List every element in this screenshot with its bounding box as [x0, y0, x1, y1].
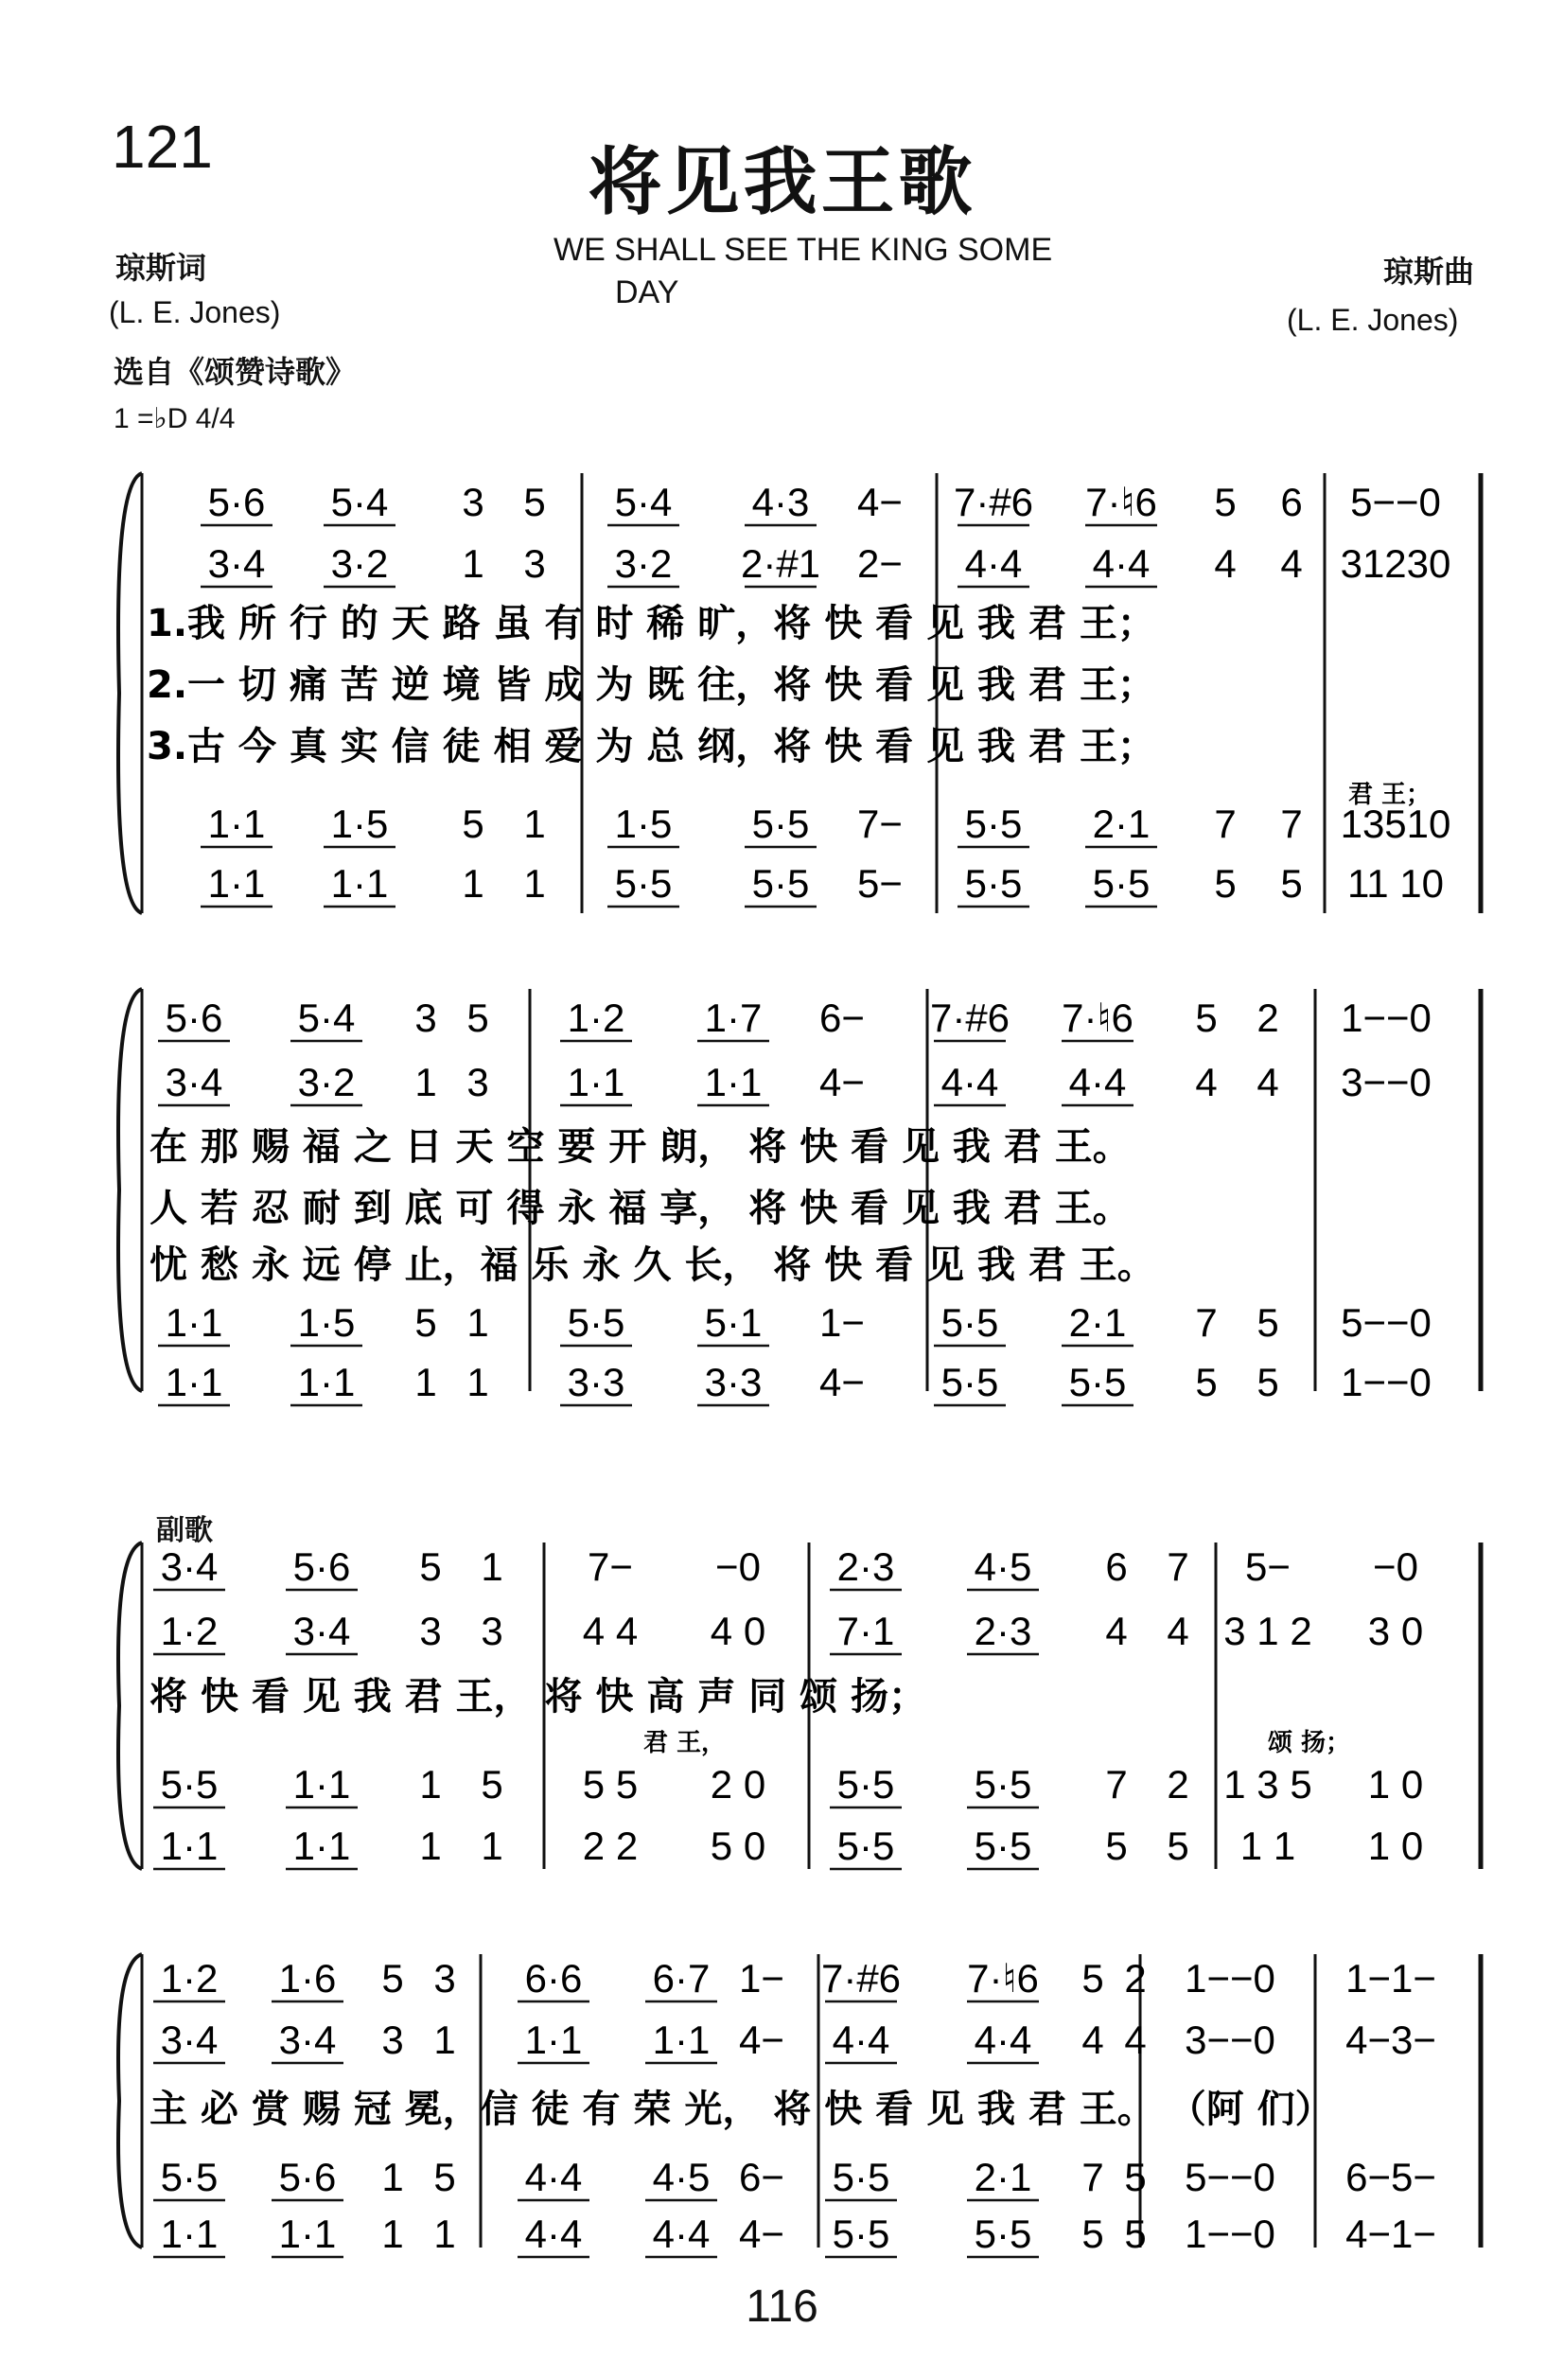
note-group: 3: [433, 1956, 456, 2001]
note-group: 3 1 2: [1223, 1609, 1312, 1653]
note-group: 3·2: [614, 541, 673, 586]
note-group: 2·1: [1092, 802, 1151, 846]
note-group: 4−: [857, 480, 903, 524]
note-group: 5: [1124, 2212, 1147, 2256]
note-group: 4−: [819, 1360, 865, 1404]
note-group: 2: [1124, 1956, 1147, 2001]
note-group: 4−1−: [1345, 2212, 1436, 2256]
note-group: 5·5: [974, 2212, 1032, 2256]
note-group: 1: [419, 1824, 442, 1868]
page-number: 116: [746, 2282, 818, 2332]
note-group: 7·#6: [929, 996, 1010, 1040]
lyric-line: 主 必 赏 赐 冠 冕，信 徒 有 荣 光， 将 快 看 见 我 君 王。 （阿 们）: [149, 2088, 1333, 2131]
note-group: 3 0: [1367, 1609, 1424, 1653]
note-group: 5·5: [1068, 1360, 1127, 1404]
note-group: 5−: [1245, 1544, 1291, 1589]
lyric-line: 2.一 切 痛 苦 逆 境 皆 成 为 既 往，将 快 看 见 我 君 王；: [147, 663, 1155, 707]
english-title-line1: WE SHALL SEE THE KING SOME: [554, 232, 1053, 268]
note-group: 5: [1214, 861, 1237, 906]
note-group: 5: [1256, 1300, 1279, 1345]
lyric-line: 人 若 忍 耐 到 底 可 得 永 福 享， 将 快 看 见 我 君 王。: [149, 1187, 1131, 1230]
note-group: 3: [481, 1609, 503, 1653]
note-group: 1·2: [567, 996, 625, 1040]
note-group: 1·1: [652, 2018, 711, 2062]
note-group: 7: [1167, 1544, 1189, 1589]
note-group: 6·7: [652, 1956, 711, 2001]
note-group: 2·#1: [740, 541, 821, 586]
note-group: 3·4: [160, 1544, 219, 1589]
note-group: 3: [523, 541, 546, 586]
note-group: 1·2: [160, 1956, 219, 2001]
note-group: 3: [462, 480, 484, 524]
note-group: 2: [1167, 1762, 1189, 1807]
note-group: 5·5: [974, 1762, 1032, 1807]
note-group: 11 10: [1347, 861, 1444, 906]
note-group: 3·4: [165, 1060, 223, 1104]
note-group: 5·5: [751, 861, 810, 906]
note-group: 1·1: [165, 1360, 223, 1404]
note-group: 5: [481, 1762, 503, 1807]
note-group: 1·6: [278, 1956, 337, 2001]
note-group: 1−−0: [1341, 1360, 1432, 1404]
note-group: 1·1: [207, 861, 266, 906]
note-group: 1·1: [292, 1824, 351, 1868]
note-group: 1: [466, 1300, 489, 1345]
note-group: −0: [1373, 1544, 1418, 1589]
note-group: 5·5: [974, 1824, 1032, 1868]
note-group: 7−: [588, 1544, 633, 1589]
note-group: 1·1: [297, 1360, 356, 1404]
note-group: 4−3−: [1345, 2018, 1436, 2062]
note-group: 4: [1167, 1609, 1189, 1653]
note-group: 1 1: [1239, 1824, 1296, 1868]
note-group: 1: [481, 1544, 503, 1589]
note-group: 2·3: [974, 1609, 1032, 1653]
note-group: 6−5−: [1345, 2155, 1436, 2199]
note-group: 5·5: [160, 2155, 219, 2199]
note-group: 13510: [1340, 802, 1451, 846]
note-group: 4·4: [974, 2018, 1032, 2062]
note-group: 5: [381, 1956, 404, 2001]
note-group: 7−: [857, 802, 903, 846]
note-group: 1: [419, 1762, 442, 1807]
note-group: 1·1: [160, 1824, 219, 1868]
system-brace: [118, 1954, 142, 2248]
note-group: 1·1: [278, 2212, 337, 2256]
note-group: 6: [1105, 1544, 1128, 1589]
note-group: 7: [1105, 1762, 1128, 1807]
note-group: 4·4: [964, 541, 1023, 586]
note-group: 1−: [739, 1956, 784, 2001]
note-group: 1−−0: [1185, 2212, 1275, 2256]
lyric-echo: 君 王，: [643, 1729, 727, 1757]
note-group: 5−−0: [1350, 480, 1441, 524]
note-group: 5·6: [292, 1544, 351, 1589]
note-group: 1: [523, 802, 546, 846]
note-group: 1·1: [567, 1060, 625, 1104]
note-group: 4−: [819, 1060, 865, 1104]
note-group: 5·5: [751, 802, 810, 846]
note-group: 5: [1195, 1360, 1218, 1404]
note-group: 4·4: [1068, 1060, 1127, 1104]
note-group: 4: [1280, 541, 1303, 586]
note-group: 1 0: [1367, 1824, 1424, 1868]
note-group: 1·1: [160, 2212, 219, 2256]
note-group: 1: [481, 1824, 503, 1868]
note-group: 1·5: [297, 1300, 356, 1345]
note-group: 1: [381, 2155, 404, 2199]
note-group: 1: [381, 2212, 404, 2256]
hymn-title: 将见我王歌: [588, 139, 976, 225]
note-group: 5·6: [207, 480, 266, 524]
note-group: 5: [523, 480, 546, 524]
note-group: 5·5: [940, 1360, 999, 1404]
note-group: 5: [1081, 1956, 1104, 2001]
chorus-label: 副歌: [156, 1514, 213, 1547]
note-group: 4·5: [652, 2155, 711, 2199]
note-group: 4: [1124, 2018, 1147, 2062]
note-group: 1·2: [160, 1609, 219, 1653]
lyric-line: 忧 愁 永 远 停 止，福 乐 永 久 长， 将 快 看 见 我 君 王。: [149, 1243, 1155, 1287]
lyric-line: 1.我 所 行 的 天 路 虽 有 时 稀 旷，将 快 看 见 我 君 王；: [147, 602, 1155, 645]
note-group: 7·♮6: [967, 1956, 1039, 2001]
note-group: 5−−0: [1185, 2155, 1275, 2199]
note-group: 1·5: [330, 802, 389, 846]
note-group: 3: [381, 2018, 404, 2062]
lyric-line: 3.古 今 真 实 信 徒 相 爱 为 总 纲，将 快 看 见 我 君 王；: [147, 725, 1155, 768]
note-group: 1: [433, 2212, 456, 2256]
note-group: 3: [466, 1060, 489, 1104]
note-group: −0: [715, 1544, 761, 1589]
note-group: 4: [1081, 2018, 1104, 2062]
note-group: 3·4: [292, 1609, 351, 1653]
note-group: 1: [414, 1060, 437, 1104]
note-group: 5·4: [614, 480, 673, 524]
note-group: 1−: [819, 1300, 865, 1345]
note-group: 5: [1167, 1824, 1189, 1868]
source-note: 选自《颂赞诗歌》: [114, 354, 357, 390]
note-group: 1: [414, 1360, 437, 1404]
note-group: 5·5: [832, 2212, 890, 2256]
note-group: 5: [414, 1300, 437, 1345]
system-brace: [118, 989, 142, 1391]
note-group: 1: [462, 861, 484, 906]
note-group: 5: [1256, 1360, 1279, 1404]
english-title-line2: DAY: [615, 274, 679, 310]
note-group: 5·5: [836, 1824, 895, 1868]
note-group: 5 5: [582, 1762, 639, 1807]
note-group: 5−−0: [1341, 1300, 1432, 1345]
note-group: 5·4: [330, 480, 389, 524]
note-group: 4·4: [524, 2155, 583, 2199]
note-group: 1: [462, 541, 484, 586]
note-group: 4·4: [524, 2212, 583, 2256]
note-group: 5: [466, 996, 489, 1040]
note-group: 1·1: [292, 1762, 351, 1807]
note-group: 3·4: [207, 541, 266, 586]
lyricist: 琼斯词: [115, 250, 207, 286]
note-group: 4: [1195, 1060, 1218, 1104]
note-group: 7·#6: [820, 1956, 902, 2001]
note-group: 4 0: [710, 1609, 766, 1653]
system-brace: [118, 473, 142, 913]
note-group: 2·3: [836, 1544, 895, 1589]
lyric-echo: 君 王；: [1348, 781, 1432, 809]
note-group: 2−: [857, 541, 903, 586]
note-group: 3: [414, 996, 437, 1040]
lyricist-english: (L. E. Jones): [109, 295, 281, 329]
note-group: 4·4: [1092, 541, 1151, 586]
note-group: 7·♮6: [1085, 480, 1157, 524]
note-group: 3·3: [704, 1360, 763, 1404]
note-group: 1·1: [165, 1300, 223, 1345]
note-group: 7·#6: [953, 480, 1034, 524]
note-group: 5·5: [614, 861, 673, 906]
note-group: 1·1: [207, 802, 266, 846]
note-group: 4 4: [582, 1609, 639, 1653]
note-group: 5: [419, 1544, 442, 1589]
note-group: 5·4: [297, 996, 356, 1040]
note-group: 2 0: [710, 1762, 766, 1807]
note-group: 3−−0: [1341, 1060, 1432, 1104]
note-group: 2: [1256, 996, 1279, 1040]
note-group: 3: [419, 1609, 442, 1653]
note-group: 6: [1280, 480, 1303, 524]
note-group: 4·3: [751, 480, 810, 524]
note-group: 1−−0: [1341, 996, 1432, 1040]
note-group: 1−1−: [1345, 1956, 1436, 2001]
system-brace: [118, 1543, 142, 1869]
note-group: 5: [1214, 480, 1237, 524]
note-group: 2·1: [1068, 1300, 1127, 1345]
composer: 琼斯曲: [1383, 254, 1475, 290]
note-group: 5: [1280, 861, 1303, 906]
note-group: 6·6: [524, 1956, 583, 2001]
note-group: 7: [1280, 802, 1303, 846]
note-group: 5: [462, 802, 484, 846]
note-group: 1: [523, 861, 546, 906]
note-group: 7: [1081, 2155, 1104, 2199]
note-group: 2·1: [974, 2155, 1032, 2199]
note-group: 5·5: [964, 802, 1023, 846]
note-group: 5: [1081, 2212, 1104, 2256]
note-group: 3·4: [160, 2018, 219, 2062]
key-signature: 1 =♭D 4/4: [114, 403, 236, 434]
note-group: 7·1: [836, 1609, 895, 1653]
note-group: 7·♮6: [1062, 996, 1133, 1040]
note-group: 1·1: [524, 2018, 583, 2062]
note-group: 1·1: [330, 861, 389, 906]
note-group: 5·5: [1092, 861, 1151, 906]
note-group: 7: [1195, 1300, 1218, 1345]
note-group: 4: [1105, 1609, 1128, 1653]
note-group: 4·4: [652, 2212, 711, 2256]
note-group: 5·5: [832, 2155, 890, 2199]
note-group: 3·2: [297, 1060, 356, 1104]
lyric-line: 在 那 赐 福 之 日 天 空 要 开 朗， 将 快 看 见 我 君 王。: [149, 1125, 1131, 1169]
lyric-line: 将 快 看 见 我 君 王， 将 快 高 声 同 颂 扬；: [149, 1675, 927, 1719]
note-group: 5·5: [567, 1300, 625, 1345]
note-group: 4: [1256, 1060, 1279, 1104]
note-group: 5·5: [964, 861, 1023, 906]
note-group: 1·1: [704, 1060, 763, 1104]
note-group: 1·7: [704, 996, 763, 1040]
note-group: 5·5: [160, 1762, 219, 1807]
note-group: 3·3: [567, 1360, 625, 1404]
note-group: 3·2: [330, 541, 389, 586]
note-group: 1: [466, 1360, 489, 1404]
note-group: 5·6: [278, 2155, 337, 2199]
note-group: 4: [1214, 541, 1237, 586]
note-group: 3·4: [278, 2018, 337, 2062]
note-group: 1·5: [614, 802, 673, 846]
note-group: 5·5: [940, 1300, 999, 1345]
note-group: 4−: [739, 2018, 784, 2062]
note-group: 6−: [819, 996, 865, 1040]
note-group: 5·6: [165, 996, 223, 1040]
note-group: 1 3 5: [1223, 1762, 1312, 1807]
note-group: 5 0: [710, 1824, 766, 1868]
note-group: 5·5: [836, 1762, 895, 1807]
lyric-echo: 颂 扬；: [1268, 1729, 1351, 1757]
composer-english: (L. E. Jones): [1287, 303, 1459, 337]
note-group: 7: [1214, 802, 1237, 846]
note-group: 1−−0: [1185, 1956, 1275, 2001]
note-group: 6−: [739, 2155, 784, 2199]
note-group: 3−−0: [1185, 2018, 1275, 2062]
note-group: 1 0: [1367, 1762, 1424, 1807]
note-group: 5: [1124, 2155, 1147, 2199]
note-group: 4−: [739, 2212, 784, 2256]
note-group: 5: [1195, 996, 1218, 1040]
note-group: 4·5: [974, 1544, 1032, 1589]
note-group: 2 2: [582, 1824, 639, 1868]
note-group: 1: [433, 2018, 456, 2062]
note-group: 4·4: [832, 2018, 890, 2062]
note-group: 5−: [857, 861, 903, 906]
note-group: 5: [433, 2155, 456, 2199]
hymn-number: 121: [112, 113, 213, 181]
note-group: 4·4: [940, 1060, 999, 1104]
note-group: 31230: [1340, 541, 1451, 586]
note-group: 5·1: [704, 1300, 763, 1345]
note-group: 5: [1105, 1824, 1128, 1868]
